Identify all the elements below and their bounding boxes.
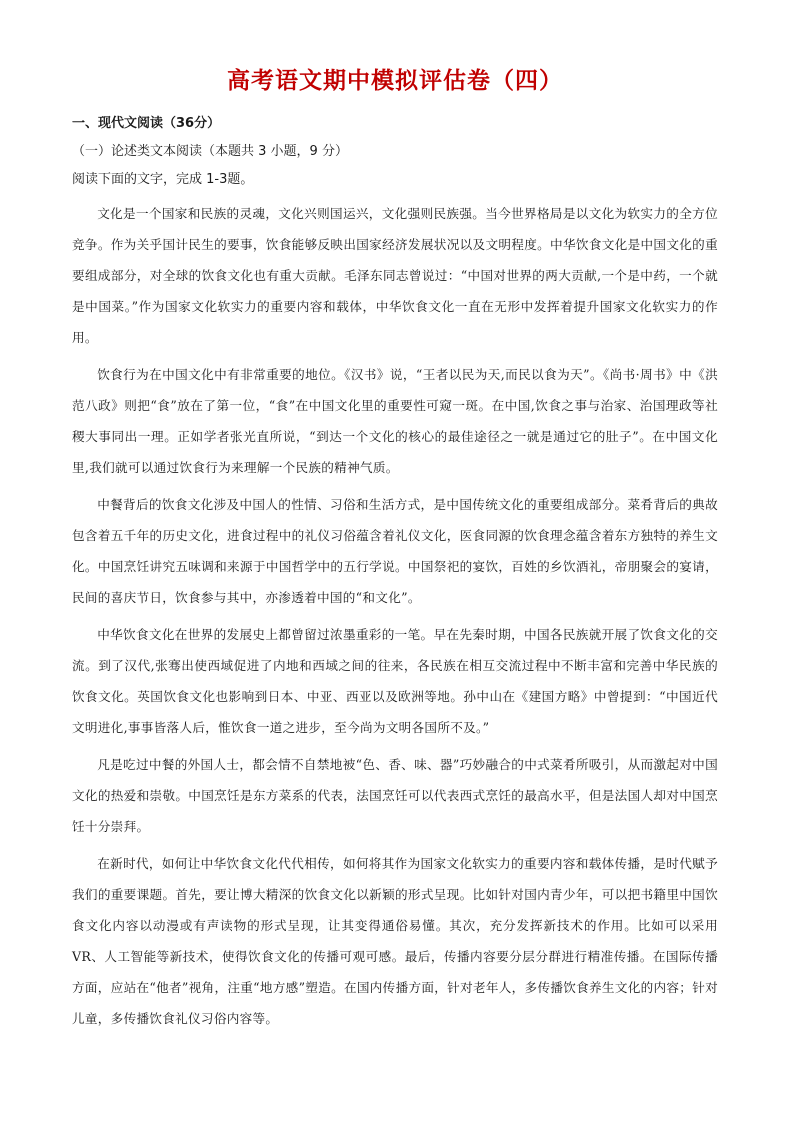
reading-instruction: 阅读下面的文字，完成 1-3题。 [72,172,254,187]
passage-paragraph-6: 在新时代，如何让中华饮食文化代代相传，如何将其作为国家文化软实力的重要内容和载体传播，是时代赋予我们的重要课题。首先，要让博大精深的饮食文化以新颖的形式呈现。比如针对国内青少年，可以把书籍里中国饮食文化内容以动漫或有声读物的形式呈现，让其变得通俗易懂。其次，充分发挥新技术的作用。比如可以采用 VR、人工智能等新技术，使得饮食文化的传播可观可感。最后，传播内容要分层分群进行精准传播。在国际传播方面，应站在“他者”视角，注重“地方感”塑造。在国内传播方面，针对老年人，多传播饮食养生文化的内容；针对儿童，多传播饮食礼仪习俗内容等。 [72,856,718,1026]
sub-heading: （一）论述类文本阅读（本题共 3 小题，9 分） [72,144,348,159]
passage-body [72,198,718,1034]
passage-paragraph-2: 饮食行为在中国文化中有非常重要的地位。《汉书》说，“王者以民为天,而民以食为天”。《尚书·周书》中《洪范八政》则把“食”放在了第一位，“食”在中国文化里的重要性可窥一斑。在中国,饮食之事与治家、治国理政等社稷大事同出一理。正如学者张光直所说，“到达一个文化的核心的最佳途径之一就是通过它的肚子”。在中国文化里,我们就可以通过饮食行为来理解一个民族的精神气质。 [72,367,718,475]
passage-paragraph-3: 中餐背后的饮食文化涉及中国人的性情、习俗和生活方式，是中国传统文化的重要组成部分。菜肴背后的典故包含着五千年的历史文化，进食过程中的礼仪习俗蕴含着礼仪文化，医食同源的饮食理念蕴含着东方独特的养生文化。中国烹饪讲究五味调和来源于中国哲学中的五行学说。中国祭祀的宴饮，百姓的乡饮酒礼，帝朋聚会的宴请，民间的喜庆节日，饮食参与其中，亦渗透着中国的“和文化”。 [72,497,718,605]
passage-paragraph-1: 文化是一个国家和民族的灵魂，文化兴则国运兴，文化强则民族强。当今世界格局是以文化为软实力的全方位竞争。作为关乎国计民生的要事，饮食能够反映出国家经济发展状况以及文明程度。中华饮食文化是中国文化的重要组成部分，对全球的饮食文化也有重大贡献。毛泽东同志曾说过：“中国对世界的两大贡献,一个是中药，一个就是中国菜。”作为国家文化软实力的重要内容和载体，中华饮食文化一直在无形中发挥着提升国家文化软实力的作用。 [72,206,718,345]
passage-paragraph-5: 凡是吃过中餐的外国人士，都会情不自禁地被“色、香、味、器”巧妙融合的中式菜肴所吸引，从而激起对中国文化的热爱和崇敬。中国烹饪是东方菜系的代表，法国烹饪可以代表西式烹饪的最高水平，但是法国人却对中国烹饪十分崇拜。 [72,757,718,834]
page-title: 高考语文期中模拟评估卷（四） [227,68,563,94]
passage-paragraph-4: 中华饮食文化在世界的发展史上都曾留过浓墨重彩的一笔。早在先秦时期，中国各民族就开展了饮食文化的交流。到了汉代,张骞出使西域促进了内地和西域之间的往来，各民族在相互交流过程中不断丰富和完善中华民族的饮食文化。英国饮食文化也影响到日本、中亚、西亚以及欧洲等地。孙中山在《建国方略》中曾提到：“中国近代文明进化,事事皆落人后，惟饮食一道之进步，至今尚为文明各国所不及。” [72,627,718,735]
section-heading: 一、现代文阅读（36分） [72,116,221,131]
